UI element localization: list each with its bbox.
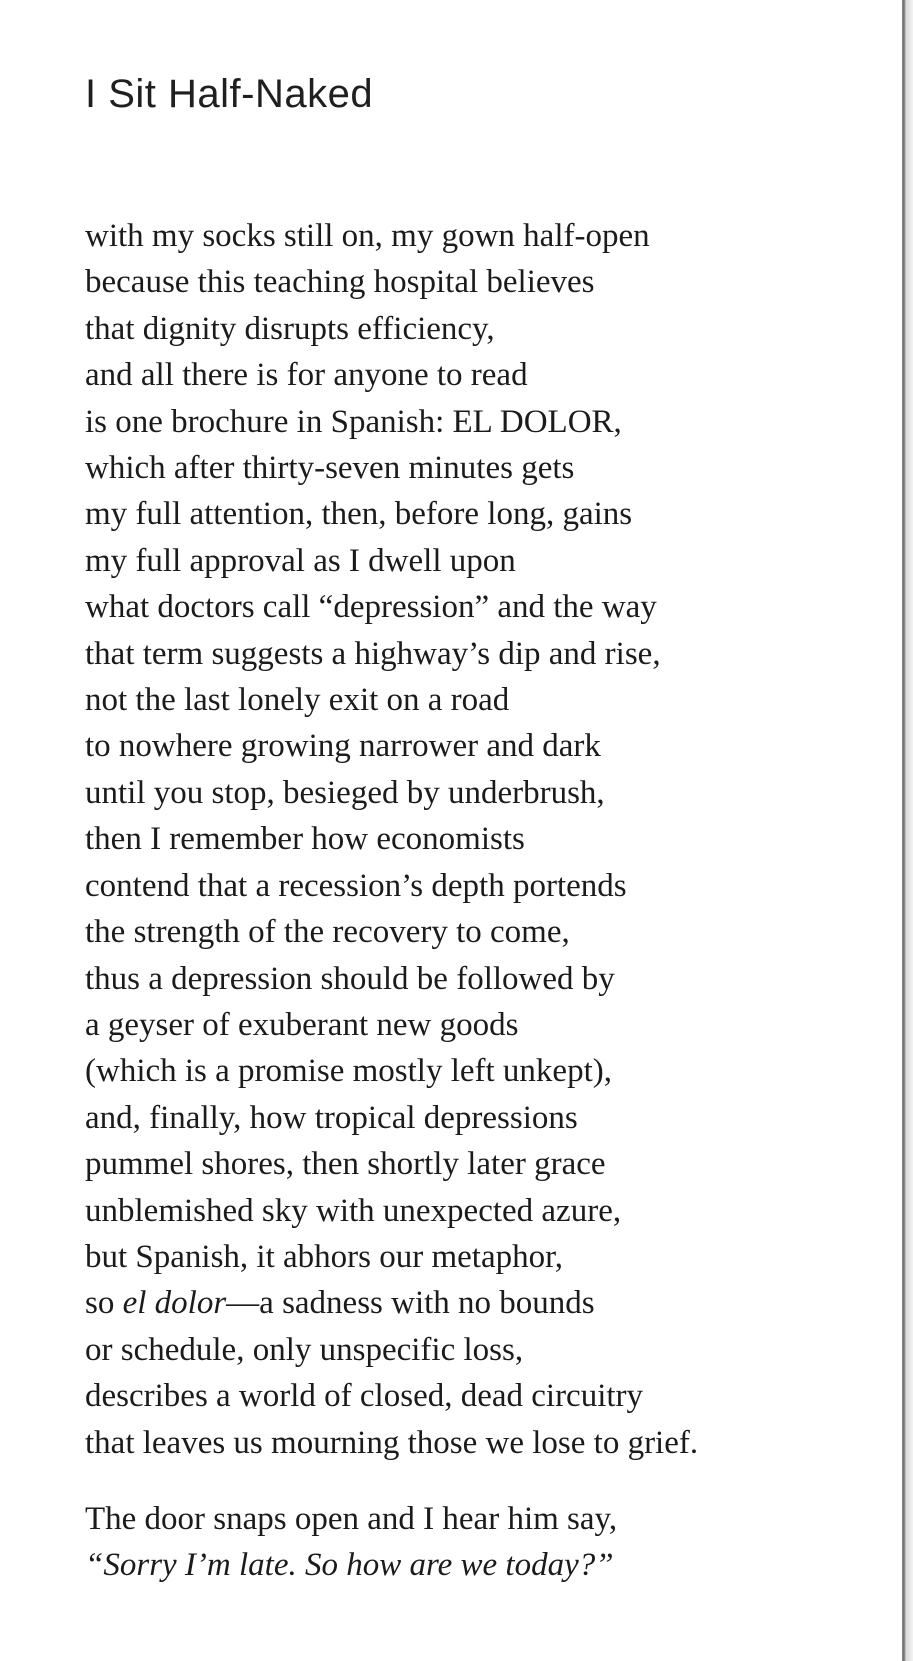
poem-line: and, finally, how tropical depressions	[85, 1099, 578, 1136]
poem-line: until you stop, besieged by underbrush,	[85, 774, 605, 811]
poem-line: thus a depression should be followed by	[85, 960, 615, 997]
poem-line-prefix: so	[85, 1285, 123, 1322]
poem-line: (which is a promise mostly left unkept),	[85, 1053, 612, 1090]
poem-line-el-dolor	[85, 1280, 698, 1326]
poem-line: that dignity disrupts efficiency,	[85, 310, 495, 347]
el-dolor-italic: el dolor	[122, 1285, 227, 1322]
poem-line: because this teaching hospital believes	[85, 264, 595, 301]
poem-line: then I remember how economists	[85, 821, 525, 858]
poem-line: or schedule, only unspecific loss,	[85, 1331, 524, 1368]
page-edge-shadow	[902, 0, 913, 1661]
poem-line: that leaves us mourning those we lose to grief.	[85, 1424, 699, 1461]
poem-line: my full approval as I dwell upon	[85, 542, 516, 579]
poem-line: The door snaps open and I hear him say,	[85, 1501, 618, 1537]
poem-line: the strength of the recovery to come,	[85, 914, 570, 951]
poem-line: which after thirty-seven minutes gets	[85, 450, 575, 487]
doctor-quote: “Sorry I’m late. So how are we today?”	[85, 1547, 614, 1584]
poem-line-suffix: —a sadness with no bounds	[226, 1285, 595, 1322]
poem-line: what doctors call “depression” and the way	[85, 589, 657, 626]
poem-line: describes a world of closed, dead circuitry	[85, 1378, 644, 1415]
poem-line: and all there is for anyone to read	[85, 357, 528, 394]
poem-title: I Sit Half-Naked	[85, 72, 374, 116]
poem-line: contend that a recession’s depth portends	[85, 867, 627, 904]
poem-line: not the last lonely exit on a road	[85, 682, 510, 719]
poem-line: unblemished sky with unexpected azure,	[85, 1192, 622, 1229]
poem-line: my full attention, then, before long, gains	[85, 496, 633, 533]
poem-line-quote	[85, 1542, 617, 1588]
poem-line: is one brochure in Spanish: EL DOLOR,	[85, 403, 622, 440]
poem-line: that term suggests a highway’s dip and rise,	[85, 635, 661, 672]
poem-line: with my socks still on, my gown half-open	[85, 218, 650, 254]
poem-line: but Spanish, it abhors our metaphor,	[85, 1238, 564, 1275]
stanza-two	[85, 1496, 617, 1589]
poem-line: to nowhere growing narrower and dark	[85, 728, 601, 765]
stanza-one	[85, 213, 698, 1466]
poem-line: pummel shores, then shortly later grace	[85, 1146, 606, 1183]
poem-line: a geyser of exuberant new goods	[85, 1006, 519, 1043]
